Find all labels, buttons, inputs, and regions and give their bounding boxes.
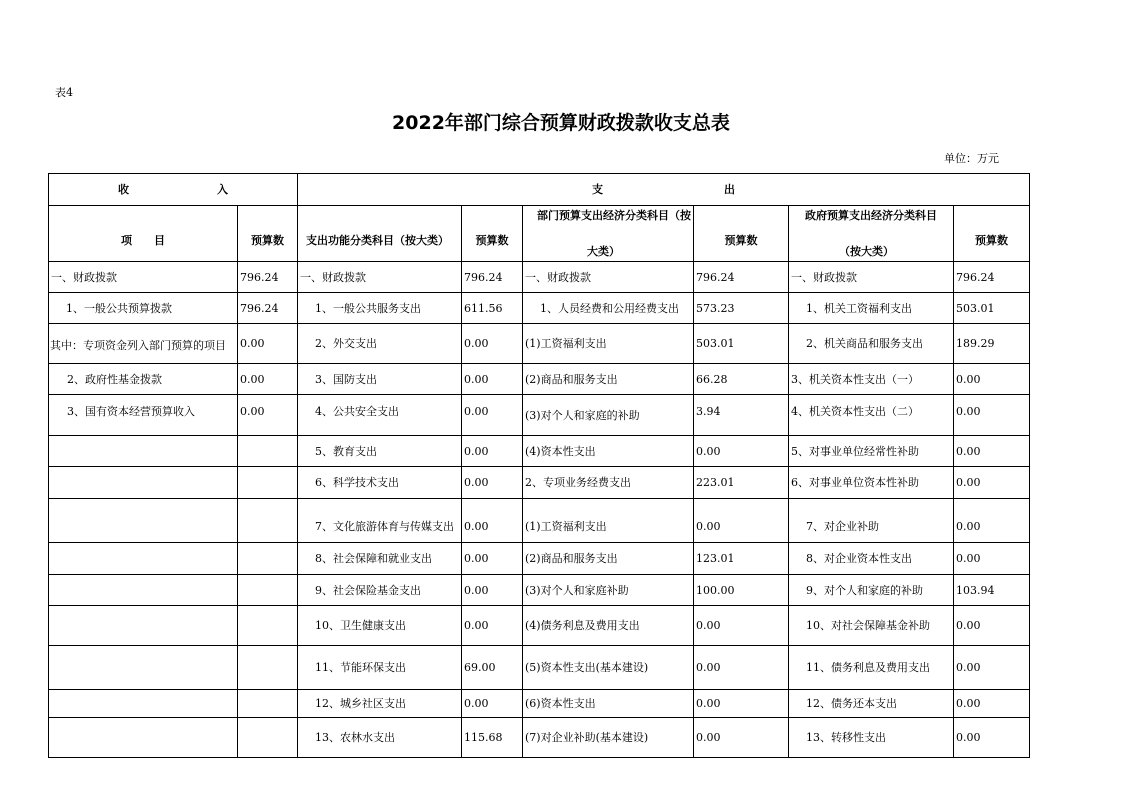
table-row bbox=[49, 395, 1030, 436]
dept-item: (1)工资福利支出 bbox=[523, 499, 694, 543]
amount-header: 预算数 bbox=[238, 206, 298, 262]
dept-item: (2)商品和服务支出 bbox=[523, 543, 694, 575]
dept-item: (3)对个人和家庭的补助 bbox=[523, 395, 694, 436]
budget-table bbox=[48, 173, 1030, 758]
gov-item: 11、债务利息及费用支出 bbox=[789, 646, 954, 690]
func-amount: 0.00 bbox=[462, 575, 523, 606]
income-item: 一、财政拨款 bbox=[49, 262, 238, 293]
dept-item: (4)债务利息及费用支出 bbox=[523, 606, 694, 646]
gov-amount: 0.00 bbox=[954, 395, 1030, 436]
dept-item: (5)资本性支出(基本建设) bbox=[523, 646, 694, 690]
dept-amount: 3.94 bbox=[694, 395, 789, 436]
header-row-top bbox=[49, 174, 1030, 206]
dept-amount: 0.00 bbox=[694, 436, 789, 467]
table-row bbox=[49, 646, 1030, 690]
gov-econ-header bbox=[789, 206, 954, 262]
dept-item: 2、专项业务经费支出 bbox=[523, 467, 694, 499]
amount-header: 预算数 bbox=[954, 206, 1030, 262]
gov-item: 8、对企业资本性支出 bbox=[789, 543, 954, 575]
table-row bbox=[49, 467, 1030, 499]
dept-item: (2)商品和服务支出 bbox=[523, 364, 694, 395]
func-amount: 0.00 bbox=[462, 324, 523, 364]
dept-amount: 503.01 bbox=[694, 324, 789, 364]
func-item: 10、卫生健康支出 bbox=[298, 606, 462, 646]
dept-amount: 100.00 bbox=[694, 575, 789, 606]
gov-amount: 796.24 bbox=[954, 262, 1030, 293]
dept-amount: 66.28 bbox=[694, 364, 789, 395]
dept-item: (7)对企业补助(基本建设) bbox=[523, 718, 694, 758]
item-header: 项 目 bbox=[49, 206, 238, 262]
dept-amount: 796.24 bbox=[694, 262, 789, 293]
gov-amount: 0.00 bbox=[954, 690, 1030, 718]
gov-econ-header-line1: 政府预算支出经济分类科目 bbox=[805, 209, 937, 222]
func-amount: 0.00 bbox=[462, 395, 523, 436]
func-item: 9、社会保险基金支出 bbox=[298, 575, 462, 606]
dept-econ-header-line1: 部门预算支出经济分类科目（按 bbox=[537, 209, 691, 222]
page-title: 2022年部门综合预算财政拨款收支总表 bbox=[392, 112, 730, 134]
dept-amount: 0.00 bbox=[694, 718, 789, 758]
dept-amount: 223.01 bbox=[694, 467, 789, 499]
amount-header: 预算数 bbox=[694, 206, 789, 262]
income-item bbox=[49, 499, 238, 543]
gov-item: 一、财政拨款 bbox=[789, 262, 954, 293]
gov-amount: 103.94 bbox=[954, 575, 1030, 606]
table-row bbox=[49, 364, 1030, 395]
table-row bbox=[49, 436, 1030, 467]
dept-econ-header bbox=[523, 206, 694, 262]
dept-item: (6)资本性支出 bbox=[523, 690, 694, 718]
table-row bbox=[49, 499, 1030, 543]
income-amount bbox=[238, 467, 298, 499]
func-amount: 611.56 bbox=[462, 293, 523, 324]
func-amount: 796.24 bbox=[462, 262, 523, 293]
gov-item: 3、机关资本性支出（一） bbox=[789, 364, 954, 395]
income-item bbox=[49, 467, 238, 499]
func-amount: 0.00 bbox=[462, 364, 523, 395]
income-item bbox=[49, 575, 238, 606]
unit-label: 单位：万元 bbox=[944, 152, 999, 165]
dept-amount: 0.00 bbox=[694, 499, 789, 543]
gov-item: 5、对事业单位经常性补助 bbox=[789, 436, 954, 467]
gov-item: 12、债务还本支出 bbox=[789, 690, 954, 718]
func-class-header: 支出功能分类科目（按大类） bbox=[298, 206, 462, 262]
income-amount: 0.00 bbox=[238, 364, 298, 395]
gov-amount: 0.00 bbox=[954, 436, 1030, 467]
income-item bbox=[49, 436, 238, 467]
func-item: 5、教育支出 bbox=[298, 436, 462, 467]
income-amount bbox=[238, 718, 298, 758]
gov-item: 10、对社会保障基金补助 bbox=[789, 606, 954, 646]
income-item bbox=[49, 646, 238, 690]
func-amount: 0.00 bbox=[462, 543, 523, 575]
income-amount: 796.24 bbox=[238, 262, 298, 293]
func-item: 7、文化旅游体育与传媒支出 bbox=[298, 499, 462, 543]
gov-amount: 0.00 bbox=[954, 467, 1030, 499]
income-amount bbox=[238, 690, 298, 718]
income-item bbox=[49, 690, 238, 718]
table-row bbox=[49, 543, 1030, 575]
func-item: 8、社会保障和就业支出 bbox=[298, 543, 462, 575]
gov-amount: 0.00 bbox=[954, 364, 1030, 395]
income-item: 其中：专项资金列入部门预算的项目 bbox=[49, 324, 238, 364]
dept-item: (4)资本性支出 bbox=[523, 436, 694, 467]
func-amount: 0.00 bbox=[462, 467, 523, 499]
func-amount: 0.00 bbox=[462, 606, 523, 646]
gov-amount: 0.00 bbox=[954, 606, 1030, 646]
dept-amount: 573.23 bbox=[694, 293, 789, 324]
func-item: 3、国防支出 bbox=[298, 364, 462, 395]
func-item: 6、科学技术支出 bbox=[298, 467, 462, 499]
gov-amount: 0.00 bbox=[954, 499, 1030, 543]
income-amount: 796.24 bbox=[238, 293, 298, 324]
dept-amount: 0.00 bbox=[694, 646, 789, 690]
func-amount: 0.00 bbox=[462, 436, 523, 467]
dept-amount: 123.01 bbox=[694, 543, 789, 575]
income-amount bbox=[238, 543, 298, 575]
income-amount: 0.00 bbox=[238, 324, 298, 364]
table-row bbox=[49, 262, 1030, 293]
gov-item: 9、对个人和家庭的补助 bbox=[789, 575, 954, 606]
gov-amount: 0.00 bbox=[954, 543, 1030, 575]
income-item: 1、一般公共预算拨款 bbox=[49, 293, 238, 324]
income-header: 收 入 bbox=[49, 174, 298, 206]
table-row bbox=[49, 606, 1030, 646]
dept-item: (1)工资福利支出 bbox=[523, 324, 694, 364]
income-amount bbox=[238, 606, 298, 646]
table-number: 表4 bbox=[55, 86, 73, 99]
expense-header: 支 出 bbox=[298, 174, 1030, 206]
func-item: 4、公共安全支出 bbox=[298, 395, 462, 436]
func-item: 12、城乡社区支出 bbox=[298, 690, 462, 718]
dept-econ-header-line2: 大类） bbox=[587, 245, 620, 258]
func-amount: 69.00 bbox=[462, 646, 523, 690]
dept-amount: 0.00 bbox=[694, 690, 789, 718]
func-amount: 115.68 bbox=[462, 718, 523, 758]
func-item: 1、一般公共服务支出 bbox=[298, 293, 462, 324]
func-amount: 0.00 bbox=[462, 690, 523, 718]
income-item bbox=[49, 606, 238, 646]
func-amount: 0.00 bbox=[462, 499, 523, 543]
income-amount: 0.00 bbox=[238, 395, 298, 436]
gov-amount: 0.00 bbox=[954, 646, 1030, 690]
income-item bbox=[49, 718, 238, 758]
func-item: 一、财政拨款 bbox=[298, 262, 462, 293]
dept-item: (3)对个人和家庭补助 bbox=[523, 575, 694, 606]
income-amount bbox=[238, 646, 298, 690]
func-item: 13、农林水支出 bbox=[298, 718, 462, 758]
gov-amount: 0.00 bbox=[954, 718, 1030, 758]
income-item bbox=[49, 543, 238, 575]
gov-amount: 189.29 bbox=[954, 324, 1030, 364]
table-row bbox=[49, 575, 1030, 606]
gov-item: 1、机关工资福利支出 bbox=[789, 293, 954, 324]
dept-item: 一、财政拨款 bbox=[523, 262, 694, 293]
amount-header: 预算数 bbox=[462, 206, 523, 262]
gov-item: 7、对企业补助 bbox=[789, 499, 954, 543]
dept-amount: 0.00 bbox=[694, 606, 789, 646]
table-row bbox=[49, 718, 1030, 758]
income-item: 2、政府性基金拨款 bbox=[49, 364, 238, 395]
dept-item: 1、人员经费和公用经费支出 bbox=[523, 293, 694, 324]
gov-amount: 503.01 bbox=[954, 293, 1030, 324]
func-item: 11、节能环保支出 bbox=[298, 646, 462, 690]
table-row bbox=[49, 690, 1030, 718]
table-row bbox=[49, 293, 1030, 324]
income-amount bbox=[238, 499, 298, 543]
income-item: 3、国有资本经营预算收入 bbox=[49, 395, 238, 436]
func-item: 2、外交支出 bbox=[298, 324, 462, 364]
gov-item: 13、转移性支出 bbox=[789, 718, 954, 758]
gov-econ-header-line2: （按大类） bbox=[839, 245, 894, 258]
income-amount bbox=[238, 436, 298, 467]
table-row bbox=[49, 324, 1030, 364]
gov-item: 4、机关资本性支出（二） bbox=[789, 395, 954, 436]
gov-item: 6、对事业单位资本性补助 bbox=[789, 467, 954, 499]
header-row-columns bbox=[49, 206, 1030, 262]
gov-item: 2、机关商品和服务支出 bbox=[789, 324, 954, 364]
income-amount bbox=[238, 575, 298, 606]
